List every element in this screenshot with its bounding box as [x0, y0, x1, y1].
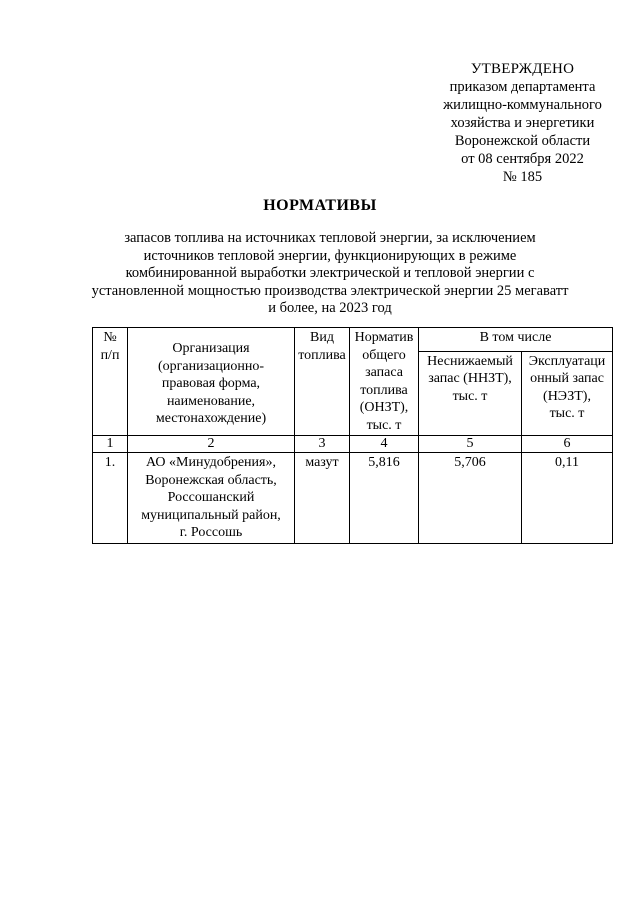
column-number: 5	[419, 436, 522, 453]
column-number: 6	[522, 436, 613, 453]
approval-stamp	[420, 60, 625, 186]
approval-number: № 185	[502, 169, 543, 185]
header-including: В том числе	[419, 328, 613, 352]
column-number: 1	[93, 436, 128, 453]
row-nnzt: 5,706	[419, 453, 522, 544]
subtitle-line: источников тепловой энергии, функционирующих в режиме	[143, 247, 517, 264]
row-norm-total: 5,816	[350, 453, 419, 544]
row-nezt: 0,11	[522, 453, 613, 544]
header-fuel-type: Вид топлива	[295, 328, 350, 436]
header-num: № п/п	[93, 328, 128, 436]
row-organization: АО «Минудобрения», Воронежская область, Россошанский муниципальный район, г. Россошь	[128, 453, 295, 544]
header-nezt: Эксплуатаци онный запас (НЭЗТ), тыс. т	[522, 351, 613, 435]
column-number: 2	[128, 436, 295, 453]
row-num: 1.	[93, 453, 128, 544]
header-organization: Организация (организационно- правовая форма, наименование, местонахождение)	[128, 328, 295, 436]
header-norm-total: Норматив общего запаса топлива (ОНЗТ), тыс. т	[350, 328, 419, 436]
subtitle-line: установленной мощностью производства электрической энергии 25 мегаватт	[91, 282, 569, 299]
header-nnzt: Неснижаемый запас (ННЗТ), тыс. т	[419, 351, 522, 435]
column-number: 4	[350, 436, 419, 453]
table-header-row	[93, 328, 613, 352]
subtitle-line: и более, на 2023 год	[268, 300, 392, 316]
row-fuel-type: мазут	[295, 453, 350, 544]
approval-line: хозяйства и энергетики	[450, 115, 595, 131]
approval-date: от 08 сентября 2022	[461, 151, 584, 167]
column-number-row	[93, 436, 613, 453]
document-subtitle	[80, 230, 580, 318]
norms-table	[92, 327, 613, 544]
subtitle-line: запасов топлива на источниках тепловой энергии, за исключением	[124, 230, 536, 246]
document-title: НОРМАТИВЫ	[263, 197, 377, 214]
approval-line: приказом департамента	[449, 79, 596, 95]
approval-line: Воронежской области	[454, 133, 591, 149]
approval-line: жилищно-коммунального	[443, 97, 602, 113]
subtitle-line: комбинированной выработки электрической и тепловой энергии с	[125, 265, 535, 281]
approval-heading: УТВЕРЖДЕНО	[470, 61, 575, 77]
column-number: 3	[295, 436, 350, 453]
table-row	[93, 453, 613, 544]
